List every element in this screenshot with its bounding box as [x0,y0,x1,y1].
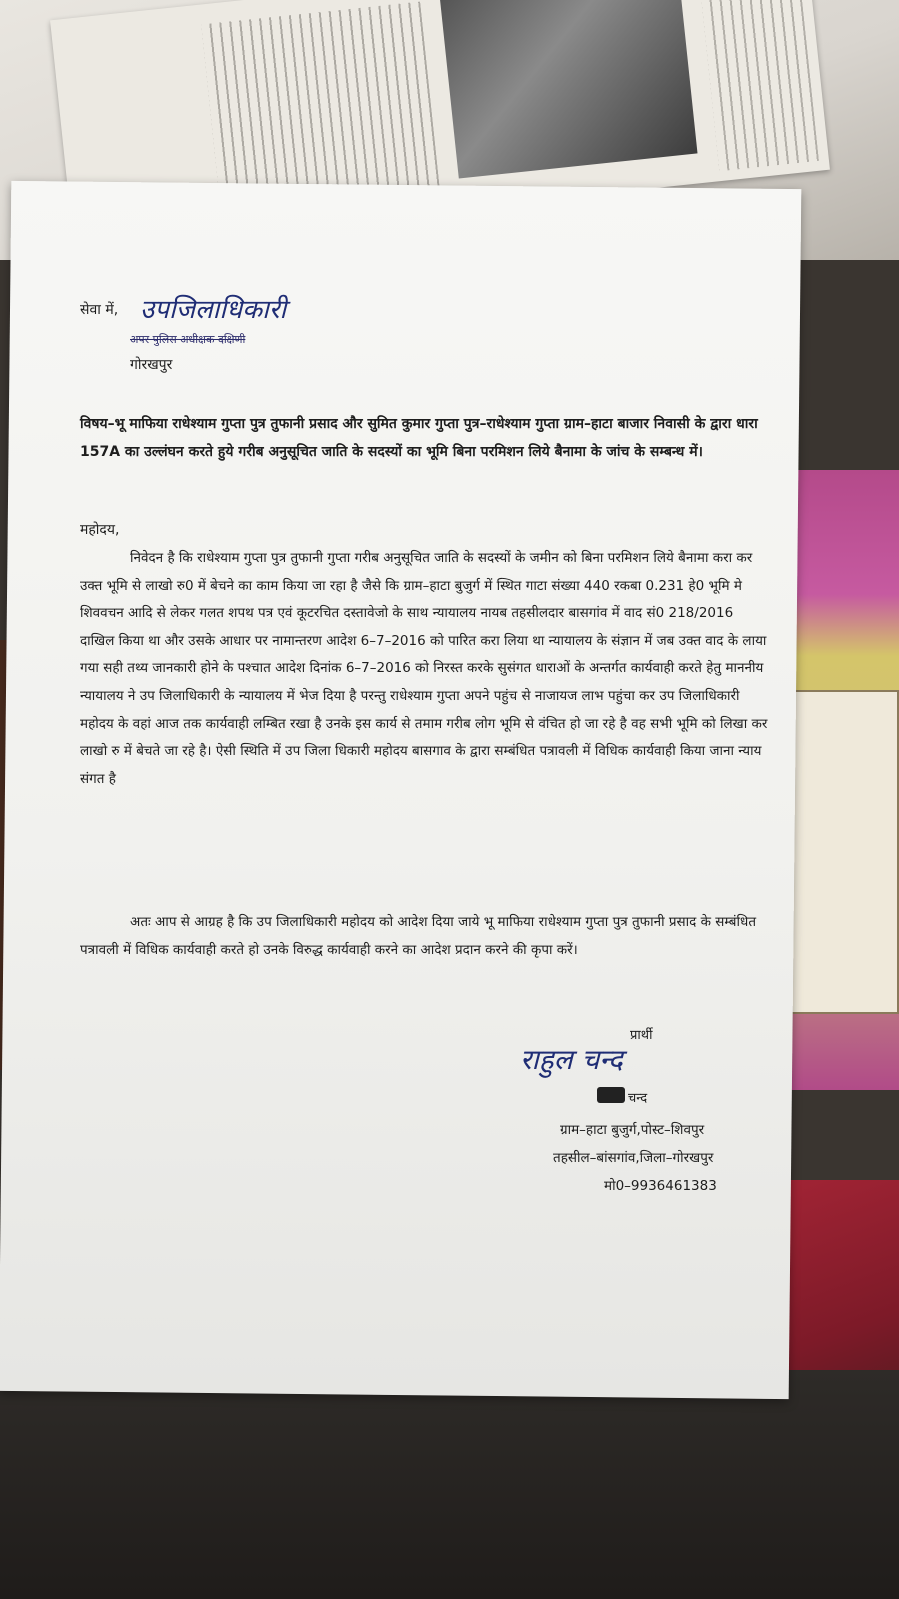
struck-addressee: अपर पुलिस अधीक्षक दक्षिणी [130,333,246,346]
body-paragraph-1-text: निवेदन है कि राधेश्याम गुप्ता पुत्र तुफानी गुप्ता गरीब अनुसूचित जाति के सदस्यों के जमीन को बिना परमिशन लिये बैनामा करा कर उक्त भूमि से लाखो रु0 में बेचने का काम किया जा रहा है जैसे कि ग्राम–हाटा बुजुर्ग में स्थित गाटा संख्या 440 रकबा 0.231 हे0 भूमि मे शिववचन आदि से लेकर गलत शपथ पत्र एवं कूटरचित दस्तावेजो के साथ न्यायालय नायब तहसीलदार बासगांव में वाद सं0 218/2016 दाखिल किया था और उसके आधार पर नामान्तरण आदेश 6–7–2016 को पारित करा लिया था न्यायालय के संज्ञान में जब उक्त वाद के लाया गया सही तथ्य जानकारी होने के पश्चात आदेश दिनांक 6–7–2016 को निरस्त करके सुसंगत धाराओं के अन्तर्गत कार्यवाही करते हेतु माननीय न्यायालय ने उप जिलाधिकारी के न्यायालय में भेज दिया है परन्तु राधेश्याम गुप्ता अपने पहुंच से नाजायज लाभ पहुंचा कर उप जिलाधिकारी महोदय के वहां आज तक कार्यवाही लम्बित रखा है उनके इस कार्य से तमाम गरीब लोग भूमि से वंचित हो जा रहे है वह सभी भूमि को लिखा कर लाखो रु में बेचते जा रहे है। ऐसी स्थिति में उप जिला धिकारी महोदय बासगाव के द्वारा सम्बंधित पत्रावली में विधिक कार्यवाही किया जाना न्याय संगत है [80,550,768,787]
background-floor [0,1370,899,1599]
sender-address-line-2: तहसील–बांसगांव,जिला–गोरखपुर [553,1150,714,1166]
sender-name: चन्द [628,1091,648,1106]
signature-handwritten: राहुल चन्द [520,1043,623,1076]
letter-subject: विषय–भू माफिया राधेश्याम गुप्ता पुत्र तुफानी प्रसाद और सुमित कुमार गुप्ता पुत्र–राधेश्याम गुप्ता ग्राम–हाटा बाजार निवासी के द्वारा धारा 157A का उल्लंघन करते हुये गरीब अनुसूचित जाति के सदस्यों का भूमि बिना परमिशन लिये बैनामा के जांच के सम्बन्ध में। [80,416,758,460]
addressee-city: गोरखपुर [130,357,173,373]
body-paragraph-2 [80,909,770,964]
newspaper-photo [440,0,698,178]
newspaper-text-columns-right [699,0,819,171]
seva-label: सेवा में, [80,302,119,318]
prarthi-label: प्रार्थी [630,1028,653,1043]
sender-address-line-1: ग्राम–हाटा बुजुर्ग,पोस्ट–शिवपुर [560,1122,705,1138]
overwritten-blot [597,1087,625,1103]
addressee-handwritten: उपजिलाधिकारी [140,295,287,325]
body-paragraph-1 [80,545,770,793]
sender-phone: मो0–9936461383 [604,1178,717,1194]
salutation: महोदय, [80,522,120,538]
background-book-panel [785,690,899,1014]
newspaper-text-columns [201,2,440,214]
body-paragraph-2-text: अतः आप से आग्रह है कि उप जिलाधिकारी महोदय को आदेश दिया जाये भू माफिया राधेश्याम गुप्ता पुत्र तुफानी प्रसाद के सम्बंधित पत्रावली में विधिक कार्यवाही करते हो उनके विरुद्ध कार्यवाही करने का आदेश प्रदान करने की कृपा करें। [80,914,757,958]
